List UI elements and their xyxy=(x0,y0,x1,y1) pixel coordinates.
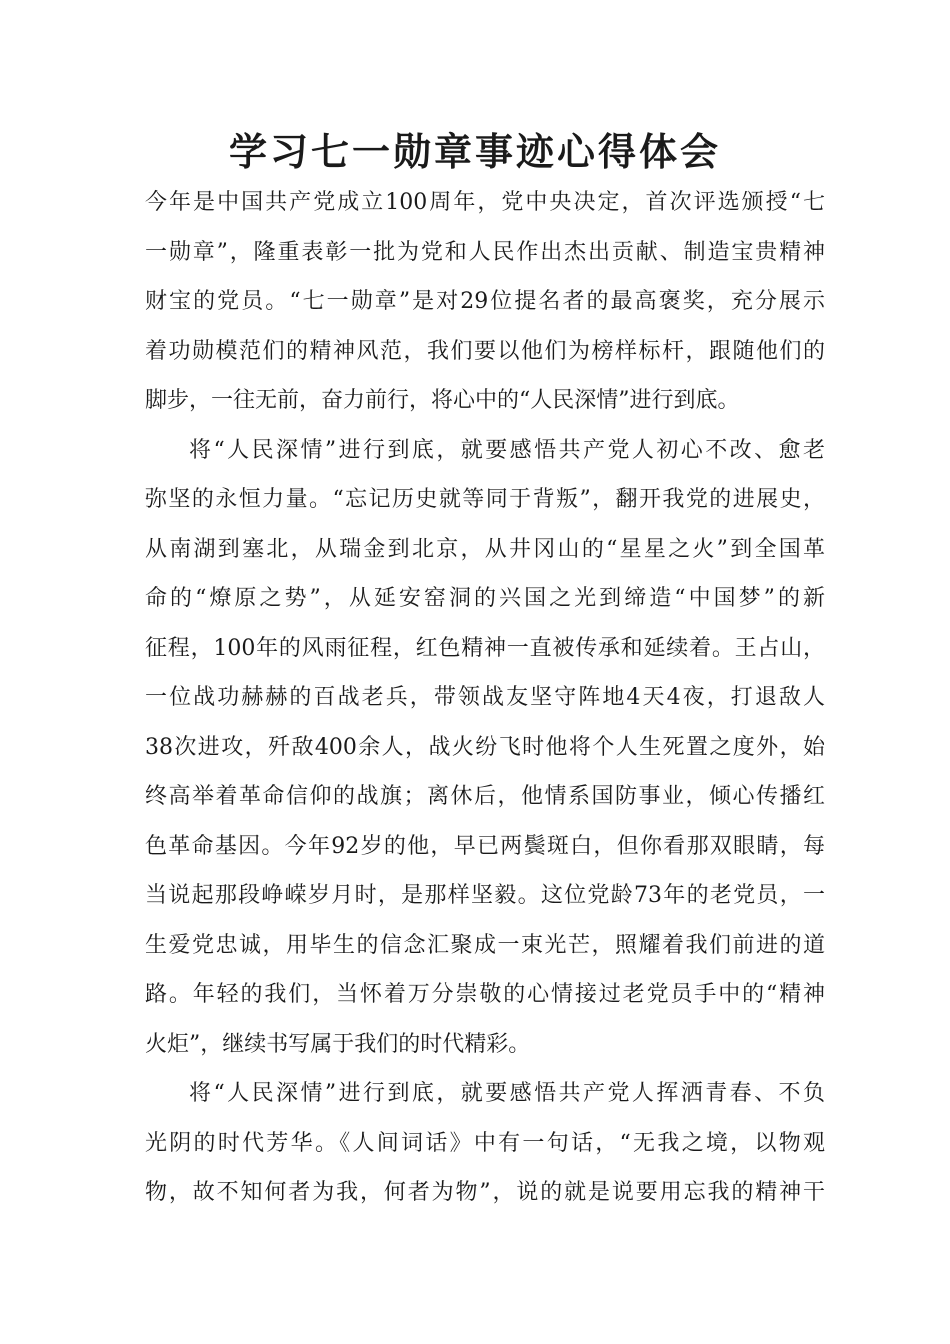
text-line: 色革命基因。今年92岁的他，早已两鬓斑白，但你看那双眼睛，每 xyxy=(145,833,825,859)
text-line: 征程，100年的风雨征程，红色精神一直被传承和延续着。王占山， xyxy=(145,635,825,661)
text-line: 一勋章”，隆重表彰一批为党和人民作出杰出贡献、制造宝贵精神 xyxy=(145,239,825,265)
document-title: 学习七一勋章事迹心得体会 xyxy=(228,130,721,174)
paragraph-1 xyxy=(145,178,825,426)
text-line: 光阴的时代芳华。《人间词话》中有一句话，“无我之境，以物观 xyxy=(145,1130,825,1156)
text-line: 命的“燎原之势”，从延安窑洞的兴国之光到缔造“中国梦”的新 xyxy=(145,586,825,611)
paragraph-3 xyxy=(145,1069,825,1218)
text-line: 终高举着革命信仰的战旗；离休后，他情系国防事业，倾心传播红 xyxy=(145,784,825,809)
text-line: 从南湖到塞北，从瑞金到北京，从井冈山的“星星之火”到全国革 xyxy=(145,536,825,562)
text-line: 脚步，一往无前，奋力前行，将心中的“人民深情”进行到底。 xyxy=(145,388,740,413)
document-body xyxy=(145,178,825,1218)
text-line: 38次进攻，歼敌400余人，战火纷飞时他将个人生死置之度外，始 xyxy=(145,734,825,760)
text-line: 今年是中国共产党成立100周年，党中央决定，首次评选颁授“七 xyxy=(145,190,825,215)
text-line: 财宝的党员。“七一勋章”是对29位提名者的最高褒奖，充分展示 xyxy=(145,289,825,314)
text-line: 路。年轻的我们，当怀着万分崇敬的心情接过老党员手中的“精神 xyxy=(145,982,825,1007)
text-line: 当说起那段峥嵘岁月时，是那样坚毅。这位党龄73年的老党员，一 xyxy=(145,883,825,908)
text-line: 着功勋模范们的精神风范，我们要以他们为榜样标杆，跟随他们的 xyxy=(145,338,825,364)
text-line: 将“人民深情”进行到底，就要感悟共产党人初心不改、愈老 xyxy=(189,437,825,463)
text-line: 火炬”，继续书写属于我们的时代精彩。 xyxy=(145,1031,531,1057)
text-line: 生爱党忠诚，用毕生的信念汇聚成一束光芒，照耀着我们前进的道 xyxy=(145,932,825,958)
text-line: 物，故不知何者为我，何者为物”，说的就是说要用忘我的精神干 xyxy=(145,1180,825,1205)
text-line: 弥坚的永恒力量。“忘记历史就等同于背叛”，翻开我党的进展史， xyxy=(145,487,825,512)
text-line: 将“人民深情”进行到底，就要感悟共产党人挥洒青春、不负 xyxy=(189,1081,825,1106)
paragraph-2 xyxy=(145,426,825,1070)
text-line: 一位战功赫赫的百战老兵，带领战友坚守阵地4天4夜，打退敌人 xyxy=(145,685,825,710)
